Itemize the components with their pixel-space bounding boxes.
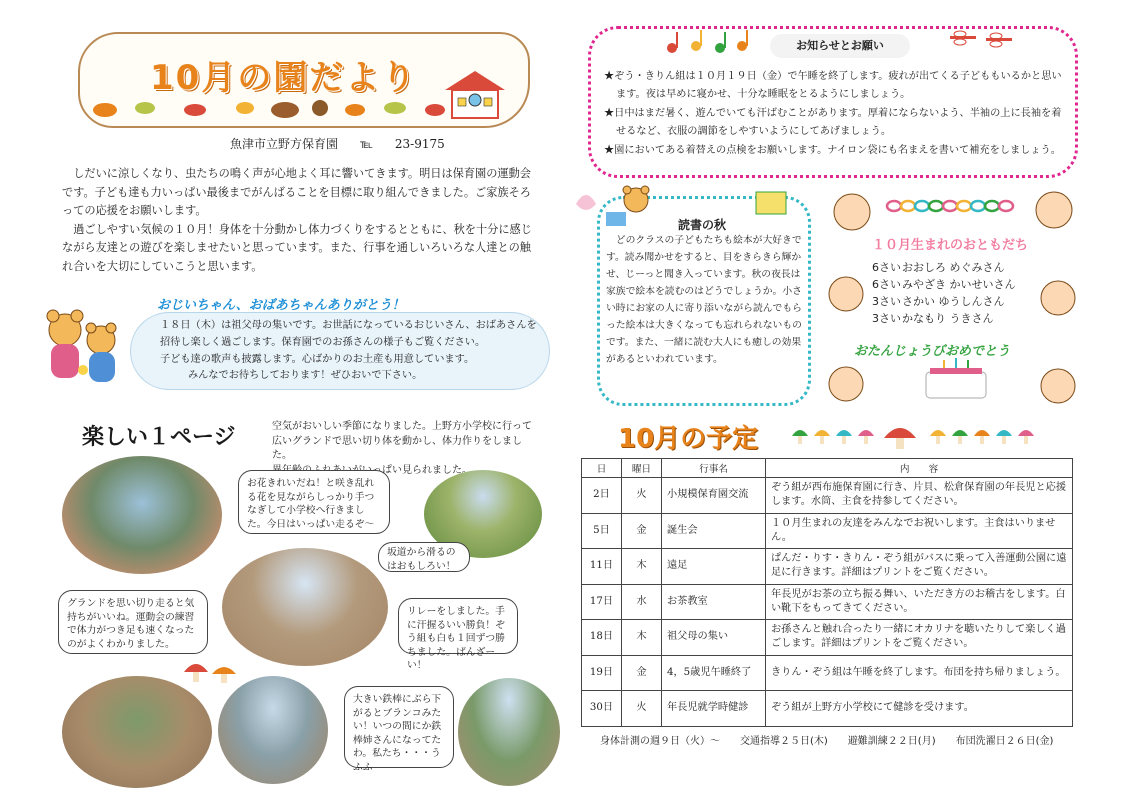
cell-day: 5日 <box>582 513 622 549</box>
cell-dow: 水 <box>622 584 662 620</box>
birthday-kid <box>872 310 1016 327</box>
cell-dow: 金 <box>622 513 662 549</box>
cell-day: 18日 <box>582 620 622 656</box>
cell-event: 誕生会 <box>662 513 766 549</box>
music-notes-icon <box>662 28 752 56</box>
footer-item: 身体計測の週９日（火）～ <box>600 736 720 747</box>
photo-group <box>218 676 328 784</box>
page-title: 10月の園だより <box>150 58 418 98</box>
birthday-kid <box>872 293 1016 310</box>
cell-content: 年長児がお茶の立ち振る舞い、いただき方のお稽古をします。白い靴下をもってきてください。 <box>766 584 1073 620</box>
column-header: 曜日 <box>622 459 662 478</box>
autumn-leaves-decoration <box>85 96 475 122</box>
table-row <box>582 691 1073 727</box>
mushroom-icon <box>180 656 240 686</box>
kid-age: 3さい <box>872 312 901 325</box>
kid-age: 6さい <box>872 278 901 291</box>
grandparents-line: １８日（木）は祖父母の集いです。お世話になっているおじいさん、おばあさんを <box>160 320 537 331</box>
dragonfly-icon <box>948 26 1018 54</box>
kid-age: 6さい <box>872 261 901 274</box>
schedule-footer <box>600 732 1073 747</box>
photo-walking <box>62 456 222 574</box>
notice-item: ★ぞう・きりん組は１０月１９日（金）で午睡を終了します。疲れが出てくる子どももいるかと思います。夜は早めに寝かせ、十分な睡眠をとるようにしましょう。 <box>604 71 1062 101</box>
notice-item: ★園においてある着替えの点検をお願いします。ナイロン袋にも名まえを書いて補充をしましょう。 <box>604 144 1061 156</box>
intro-text <box>62 165 542 277</box>
cell-content: １０月生まれの友達をみんなでお祝いします。主食はいりません。 <box>766 513 1073 549</box>
footer-item: 交通指導２５日(木) <box>740 736 828 747</box>
fun-desc-line: 広いグランドで思い切り体を動かし、体力作りをしました。 <box>272 435 522 461</box>
cell-event: 小規模保育園交流 <box>662 478 766 514</box>
kid-age: 3さい <box>872 295 901 308</box>
grandparents-title: おじいちゃん、おばあちゃんありがとう！ <box>157 298 405 313</box>
schedule-title: 10月の予定 <box>618 424 759 454</box>
cell-day: 30日 <box>582 691 622 727</box>
cell-content: ぞう組が西布施保育園に行き、片貝、松倉保育園の年長児と応援します。水筒、主食を持参してください。 <box>766 478 1073 514</box>
cell-dow: 木 <box>622 549 662 585</box>
cell-content: お孫さんと触れ合ったり一緒にオカリナを聴いたりして楽しく過ごします。詳細はプリントをご覧ください。 <box>766 620 1073 656</box>
birthday-list <box>872 259 1016 327</box>
birthday-kid <box>872 259 1016 276</box>
cell-content: きりん・ぞう組は午睡を終了します。布団を持ち帰りましょう。 <box>766 655 1073 691</box>
table-row <box>582 513 1073 549</box>
intro-paragraph: しだいに涼しくなり、虫たちの鳴く声が心地よく耳に響いてきます。明日は保育園の運動会です。子ども達も力いっぱい最後までがんばることを目標に取り組んできました。ご家族そろっての応援をお願いします。 <box>62 167 531 218</box>
cell-day: 19日 <box>582 655 622 691</box>
birthday-kid <box>872 276 1016 293</box>
cell-content: ぞう組が上野方小学校にて健診を受けます。 <box>766 691 1073 727</box>
mushroom-row-icon <box>790 420 1040 450</box>
kid-name: おおしろ めぐみさん <box>902 261 1005 274</box>
speech-bubble: 坂道から滑るのはおもしろい！ <box>378 542 470 572</box>
notice-item: ★日中はまだ暑く、遊んでいても汗ばむことがあります。厚着にならないよう、半袖の上に長袖を着せるなど、衣服の調節をしやすいようにしてあげましょう。 <box>604 107 1062 138</box>
table-row <box>582 655 1073 691</box>
footer-item: 避難訓練２２日(月) <box>847 736 936 747</box>
cell-dow: 火 <box>622 478 662 514</box>
speech-bubble: リレーをしました。手に汗握るいい勝負！ぞう組も白も１回ずつ勝ちました。ばんざーい！ <box>398 598 518 654</box>
column-header: 日 <box>582 459 622 478</box>
column-header: 行事名 <box>662 459 766 478</box>
bears-illustration-icon <box>35 300 130 390</box>
tel-number: 23-9175 <box>394 137 445 151</box>
grandparents-line: 招待し楽しく過ごします。保育園でのお孫さんの様子もご覧ください。 <box>160 336 486 348</box>
cell-event: お茶教室 <box>662 584 766 620</box>
table-header-row <box>582 459 1073 478</box>
schedule-table <box>581 458 1073 727</box>
cell-dow: 木 <box>622 620 662 656</box>
photo-running <box>62 676 212 788</box>
cell-dow: 火 <box>622 691 662 727</box>
notice-list <box>604 68 1068 160</box>
kid-name: かなもり うきさん <box>902 312 994 325</box>
birthday-wish: おたんじょうびおめでとう <box>854 344 1011 359</box>
kid-name: みやざき かいせいさん <box>902 278 1016 291</box>
grandparents-line: みんなでお待ちしております！ぜひおいで下さい。 <box>188 370 423 382</box>
table-row <box>582 620 1073 656</box>
notice-title: お知らせとお願い <box>770 34 910 58</box>
cell-day: 11日 <box>582 549 622 585</box>
grandparents-text <box>160 318 540 385</box>
school-info <box>230 135 467 152</box>
table-row <box>582 549 1073 585</box>
cell-day: 2日 <box>582 478 622 514</box>
footer-item: 布団洗濯日２６日(金) <box>955 736 1054 747</box>
cell-event: 遠足 <box>662 549 766 585</box>
photo-bars <box>458 678 560 786</box>
cell-content: ぱんだ・りす・きりん・ぞう組がバスに乗って入善運動公園に遠足に行きます。詳細はプリントをご覧ください。 <box>766 549 1073 585</box>
grandparents-line: 子ども達の歌声も披露します。心ばかりのお土産も用意しています。 <box>160 353 475 365</box>
cell-day: 17日 <box>582 584 622 620</box>
speech-bubble: お花きれいだね！と咲き乱れる花を見ながらしっかり手つなぎして小学校へ行きました。今日はいっぱい走るぞ～ <box>238 470 390 534</box>
birthday-title: １０月生まれのおともだち <box>872 238 1029 253</box>
fun-page-title: 楽しい１ページ <box>82 425 236 450</box>
tel-label: ℡ <box>360 137 373 151</box>
kid-name: さかい ゆうしんさん <box>902 295 1005 308</box>
speech-bubble: 大きい鉄棒にぶら下がるとブランコみたい！いつの間にか鉄棒姉さんになってたわ。私たち・・・うふふ <box>344 686 454 768</box>
cell-event: 4，5歳児午睡終了 <box>662 655 766 691</box>
column-header: 内 容 <box>766 459 1073 478</box>
table-row <box>582 584 1073 620</box>
cell-event: 祖父母の集い <box>662 620 766 656</box>
speech-bubble: グランドを思い切り走ると気持ちがいいね。運動会の練習で体力がつき足も速くなったのがよくわかりました。 <box>58 590 208 654</box>
fun-desc-line: 空気がおいしい季節になりました。上野方小学校に行って <box>272 421 532 432</box>
photo-relay <box>222 548 388 666</box>
reading-title: 読書の秋 <box>678 218 727 232</box>
table-row <box>582 478 1073 514</box>
cell-dow: 金 <box>622 655 662 691</box>
reading-text: どのクラスの子どもたちも絵本が大好きです。読み聞かせをすると、目をきらきら輝かせ、じーっと聞き入っています。秋の夜長は家族で絵本を読むのはどうでしょうか。小さい時にお家の人に寄り添いながら読んでもらった絵本は大きくなっても忘れられないものです。また、一緒に読む大人にも癒しの効果があるといわれています。 <box>606 235 802 365</box>
school-name: 魚津市立野方保育園 <box>230 137 339 151</box>
intro-paragraph: 過ごしやすい気候の１０月！身体を十分動かし体力づくりをするとともに、秋を十分に感じながら友達との遊びを楽しませたいと思っています。また、行事を通しいろいろな人達との触れ合いを大切にしていこうと思います。 <box>62 222 532 273</box>
cell-event: 年長児就学時健診 <box>662 691 766 727</box>
